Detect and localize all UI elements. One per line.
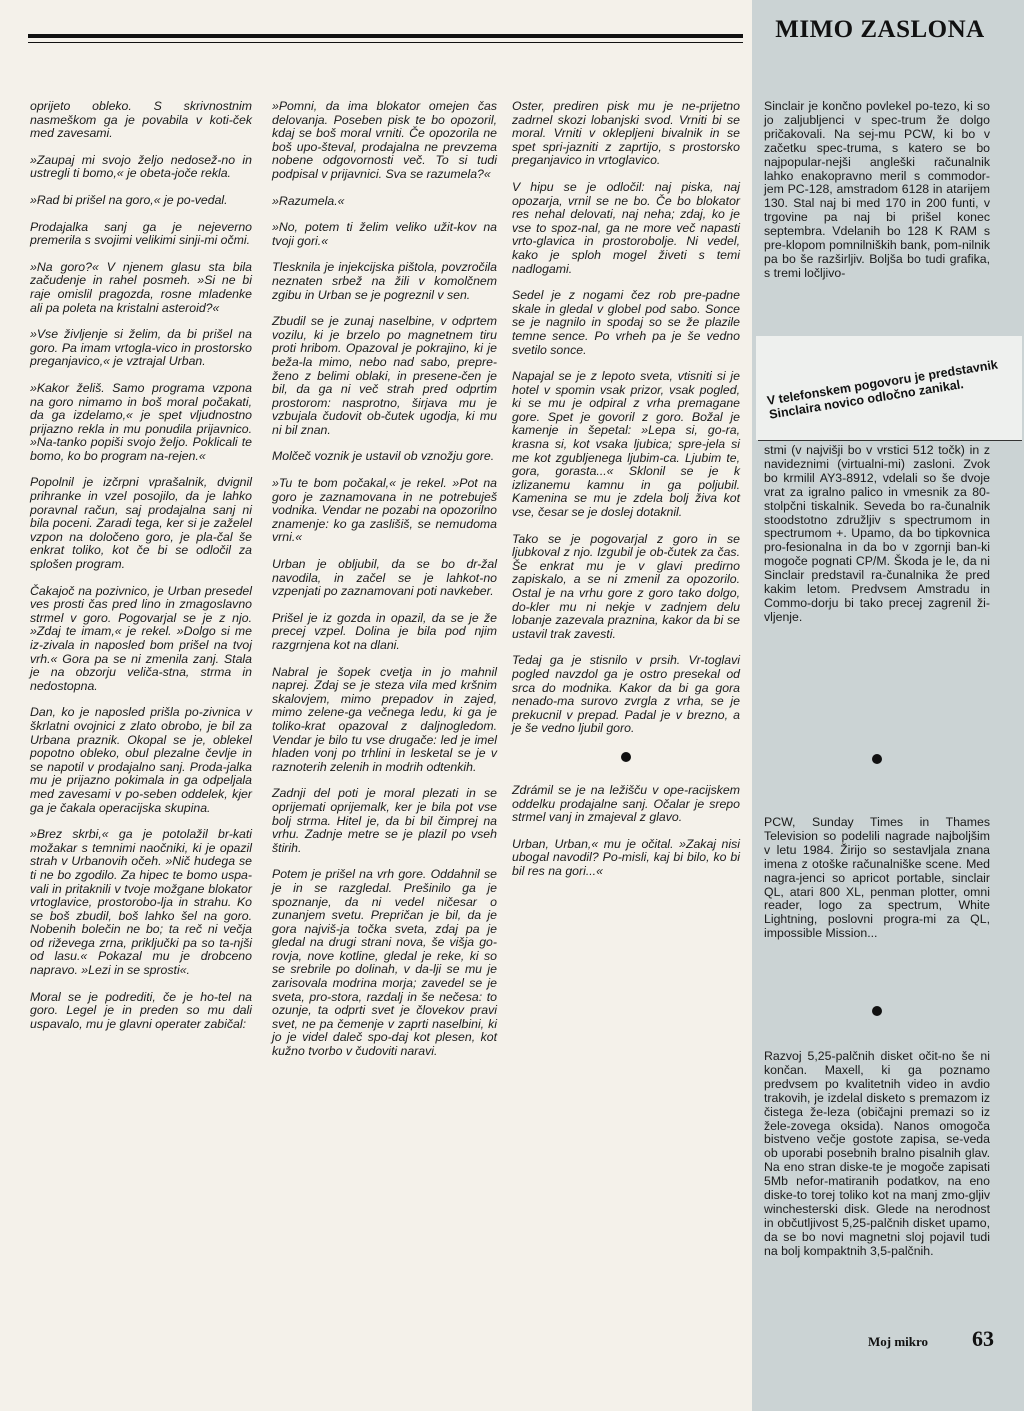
paragraph: »No, potem ti želim veliko užit-kov na tvoji gori.« [272, 220, 497, 248]
paragraph: »Vse življenje si želim, da bi prišel na goro. Pa imam vrtogla-vico in prostorsko preganjavico,« je vztrajal Urban. [30, 327, 252, 369]
paragraph: »Na goro?« V njenem glasu sta bila začudenje in rahel posmeh. »Si ne bi raje omislil pragozda, rosne mladenke ali pa poleta na kristalni asteroid?« [30, 259, 252, 315]
paragraph: stmi (v najvišji bo v vrstici 512 točk) in z navideznimi (virtualni-mi) zasloni. Zvok bo krmilil AY3-8912, vdelali so še dvoje vrat za igralno palico in vmesnik za 80-stolpčni tiskalnik. Seveda bo ra-čunalnik stoodstotno združljiv s spectrumom in spectrumom +. Upamo, da bo tipkovnica pro-fesionalna in da bo v zgornji ban-ki mogoče pognati CP/M. Škoda je le, da ni Sinclair predstavil ra-čunalnika že pred kakim letom. Predvsem Amstradu in Commo-dorju bi tako precej zagrenil ži-vljenje. [764, 443, 990, 624]
sidebar-title: MIMO ZASLONA [775, 16, 985, 43]
paragraph: »Rad bi prišel na goro,« je po-vedal. [30, 192, 228, 207]
paragraph: Nabral je šopek cvetja in jo mahnil naprej. Zdaj se je steza vila med kršnim skalovjem, mimo prepadov in zajed, mimo zelene-ga večnega ledu, ki ga je toliko-krat opazoval z daljnogledom. Vendar je bilo tu vse drugače: led je imel hladen vonj po trhlini in lesketal se je v raznoterih zelenih in modrih odtenkih. [272, 664, 497, 774]
paragraph: »Kakor želiš. Samo programa vzpona na goro nimamo in boš moral počakati, da ga izdelamo,« je spet vljudnostno prijazno rekla in mu ponudila prijavnico. »Na-tanko popiši svojo željo. Poklicali te bomo, ko bo program na-rejen.« [30, 380, 252, 463]
paragraph: Čakajoč na pozivnico, je Urban presedel ves prosti čas pred lino in zmagoslavno strmel v goro. Pogovarjal se je z njo. »Zdaj te imam,« je rekel. »Dolgo si me iz-zivala in naposled bom prišel na tvoj vrh.« Gora pa se ni zmenila zanj. Stala je na obzorju veliča-stna, strma in nedostopna. [30, 583, 252, 693]
sidebar-item-sinclair-text [764, 100, 990, 281]
paragraph: Zdrámil se je na ležišču v ope-racijskem oddelku prodajalne sanj. Očalar je srepo strmel vanj in zmajeval z glavo. [512, 782, 740, 825]
paragraph: Urban je obljubil, da se bo dr-žal navodila, in začel se je lahkot-no vzpenjati po zaznamovani poti navkeber. [272, 557, 497, 599]
paragraph: Potem je prišel na vrh gore. Oddahnil se je in se razgledal. Prešinilo ga je spoznanje, da ni vedel ničesar o zunanjem svetu. Prepričan je bil, da je gora najviš-ja točka sveta, zdaj pa je gledal na drugi strani nova, še višja go-rovja, nove kotline, gledal je reke, ki so se srebrile po dolinah, v da-lji se mu je zarisovala modrina morja; zavedel se je sveta, pro-stora, razdalj in še nečesa: to ozunje, ta odprti svet je človekov pravi svet, ne pa čemenje v zaprti naselbini, ki jo je videl daleč spo-daj kot plesen, kot kužno tvorbo v čudoviti naravi. [272, 867, 497, 1059]
paragraph: Razvoj 5,25-palčnih disket očit-no še ni končan. Maxell, ki ga poznamo predvsem po kvalitetnih video in avdio trakovih, je izdelal disketo s premazom iz čistega že-leza (običajni premazi so iz žele-zovega oksida). Nanos omogoča bistveno večje gostote zapisa, se-veda ob uporabi posebnih bralno pisalnih glav. Na eno stran diske-te je mogoče zapisati 5Mb nefor-matiranih podatkov, na eno diske-to torej toliko kot na manj zmo-gljiv winchesterski disk. Glede na nerodnost in občutljivost 5,25-palčnih disket upamo, da se bo novi magnetni sloj pojavil tudi na bolj kompaktnih 3,5-palčnih. [764, 1049, 990, 1258]
paragraph: Urban, Urban,« mu je očital. »Zakaj nisi ubogal navodil? Po-misli, kaj bi bilo, ko bi bil res na gori...« [512, 836, 740, 878]
paragraph: Moral se je podrediti, če je ho-tel na goro. Legel je in preden so mu dali uspavalo, mu je glavni operater zabičal: [30, 989, 252, 1031]
paragraph: »Zaupaj mi svojo željo nedosež-no in ustregli ti bomo,« je obeta-joče rekla. [30, 152, 252, 181]
paragraph: Sedel je z nogami čez rob pre-padne skale in gledal v globel pod sabo. Sonce se je nagnilo in spodaj so se že plazile temne sence. Po vrheh pa je še vedno svetilo sonce. [512, 288, 740, 357]
header-rule-thin [28, 42, 743, 43]
paragraph: Tlesknila je injekcijska pištola, povzročila neznaten srbež na žili v komolčnem zgibu in Urban se je pogreznil v sen. [272, 260, 497, 302]
paragraph: Napajal se je z lepoto sveta, vtisniti si je hotel v spomin vsak prizor, vsak pogled, ki se mu je odpiral z vrha premagane gore. Spet je govoril z goro. Božal je kamenje in šepetal: »Lepa si, go-ra, krasna si, kot vsaka ljubica; spre-jela si me kot zgubljenega ljubim-ca. Ljubim te, gora, gorasta...« Sklonil se je k izlizanemu kamnu in ga poljubil. Kamenina se mu je zdela bolj živa kot vse, česar se je doslej dotaknil. [512, 369, 740, 520]
header-rule-thick [28, 34, 743, 38]
story-column-1 [30, 100, 252, 1044]
story-column-3 [512, 100, 740, 892]
sidebar-item-sinclair-continued [764, 444, 990, 625]
section-separator-dot [872, 754, 882, 764]
story-column-2 [272, 100, 497, 1072]
paragraph: Prodajalka sanj ga je nejeverno premerila s svojimi velikimi sinji-mi očmi. [30, 219, 252, 248]
paragraph: Tedaj ga je stisnilo v prsih. Vr-toglavi pogled navzdol ga je ostro presekal od srca do modnika. Kakor da bi ga gora nenado-ma surovo zvrgla z vrha, se je prekucnil v prepad. Padal je v brezno, a je še vedno ljubil goro. [512, 653, 740, 736]
section-separator-dot [872, 1006, 882, 1016]
pull-quote-rule [758, 440, 1022, 441]
paragraph: V hipu se je odločil: naj piska, naj opozarja, vrnil se ne bo. Če bo blokator res nehal delovati, naj neha; zdaj, ko je vse to spoz-nal, ga ne more več napasti vrto-glavica in prostorobolje. Ni vedel, kako je sploh mogel živeti s temi nadlogami. [512, 179, 740, 276]
paragraph: Molčeč voznik je ustavil ob vznožju gore. [272, 449, 495, 464]
paragraph: »Razumela.« [272, 193, 345, 208]
paragraph: »Tu te bom počakal,« je rekel. »Pot na goro je zaznamovana in ne potrebuješ vodnika. Vendar ne pozabi na opozorilno znamenje: ko ga zaslišiš, se nemudoma vrni.« [272, 476, 497, 545]
paragraph: Zadnji del poti je moral plezati in se oprijemati oprijemalk, ker je bila pot vse bolj strma. Hitel je, da bi bil čimprej na vrhu. Zadnje metre se je plazil po vseh štirih. [272, 786, 497, 855]
paragraph: Prišel je iz gozda in opazil, da se je že precej vzpel. Dolina je bila pod njim razgrnjena kot na dlani. [272, 610, 497, 652]
sidebar-item-awards [764, 816, 990, 941]
section-separator-dot [621, 752, 631, 762]
paragraph: »Brez skrbi,« ga je potolažil br-kati možakar s temnimi naočniki, ki je opazil strah v Urbanovih očeh. »Nič hudega se ti ne bo zgodilo. Za hipec te bomo uspa-vali in pritaknili v tvoje možgane blokator vrtoglavice, prostorobo-lja in strahu. Ko se boš zbudil, boš lahko šel na goro. Nobenih bolečin ne bo; ta reč ni večja od riževega zrna, priključki pa so ta-njši od lasu.« Pokazal mu je drobceno napravo. »Lezi in se sprosti«. [30, 827, 252, 978]
page-number: 63 [972, 1326, 994, 1351]
magazine-name: Moj mikro [868, 1334, 929, 1349]
paragraph: »Pomni, da ima blokator omejen čas delovanja. Poseben pisk te bo opozoril, kdaj se boš moral vrniti. Če opozorila ne boš upo-števal, prodajalna ne prevzema nobene odgovornosti več. To si tudi podpisal v prijavnici. Sva se razumela?« [272, 99, 497, 181]
pull-quote: V telefonskem pogovoru je predstavnik Sinclaira novico odločno zanikal. [766, 357, 999, 422]
paragraph: Sinclair je končno povlekel po-tezo, ki so jo zaljubljenci v spec-trum že dolgo pričakovali. Na sej-mu PCW, ki bo v začetku spec-truma, s katero se bo najpopular-nejši angleški računalnik lahko enakopravno meril s commodor-jem PC-128, amstradom 6128 in atarijem 130. Stal naj bi med 170 in 200 funti, v trgovine pa naj bi prišel konec septembra. Vdelanih bo 128 K RAM s pre-klopom pomnilniških bank, pom-nilnik pa bo še razširljiv. Boljša bo tudi grafika, s tremi ločljivo- [764, 99, 990, 280]
paragraph: Popolnil je izčrpni vprašalnik, dvignil prihranke in vzel posojilo, da je lahko poravnal račun, saj prodajalna sanj ni bila poceni. Zaradi tega, ker si je zaželel vzpon na določeno goro, je pla-čal še enkrat toliko, kot če bi se odločil za splošen program. [30, 475, 252, 572]
paragraph: Oster, prediren pisk mu je ne-prijetno zadrnel skozi lobanjski svod. Vrniti bi se moral. Vrniti v oklepljeni bivalnik in se spet spri-jazniti z zaprtijo, s prostorsko preganjavico in vrtoglavico. [512, 99, 740, 168]
sidebar-item-diskettes [764, 1050, 990, 1259]
paragraph: PCW, Sunday Times in Thames Television so podelili nagrade najboljšim v letu 1984. Žirijo so sestavljala znana imena z otoške računalniške scene. Med nagra-jenci so apricot portable, sinclair QL, atari 800 XL, penman plotter, omni reader, logo za spectrum, White Lightning, poslovni progra-mi za QL, impossible Mission... [764, 815, 990, 941]
paragraph: Tako se je pogovarjal z goro in se ljubkoval z njo. Izgubil je ob-čutek za čas. Še enkrat mu je v glavi predirno zapiskalo, a se ni zmenil za opozorilo. Ostal je na vrhu gore z goro tako dolgo, do-kler mu ni nekje v zadnjem delu lobanje zazevala praznina, kakor da bi se ustavil trak zavesti. [512, 531, 740, 641]
paragraph: Zbudil se je zunaj naselbine, v odprtem vozilu, ki je brzelo po magnetnem tiru proti hribom. Opazoval je pokrajino, ki je beža-la mimo, nebo nad sabo, prepre-ženo z belimi oblaki, in presene-čen je bil, da ga ni več strah pred odprtim prostorom: nasprotno, širjava mu je vzbujala čudovit ob-čutek ugodja, ki mu ni bil znan. [272, 314, 497, 437]
pull-quote-box [756, 336, 1022, 440]
paragraph: Dan, ko je naposled prišla po-zivnica v škrlatni ovojnici z zlato obrobo, je bil za Urbana praznik. Okopal se je, oblekel popotno obleko, obul plezalne čevlje in se napotil v prodajalno sanj. Proda-jalka mu je prijazno pokimala in ga odpeljala med zavesami v po-seben oddelek, kjer ga je čakala operacijska skupina. [30, 705, 252, 815]
paragraph: oprijeto obleko. S skrivnostnim nasmeškom ga je povabila v koti-ček med zavesami. [30, 99, 252, 141]
